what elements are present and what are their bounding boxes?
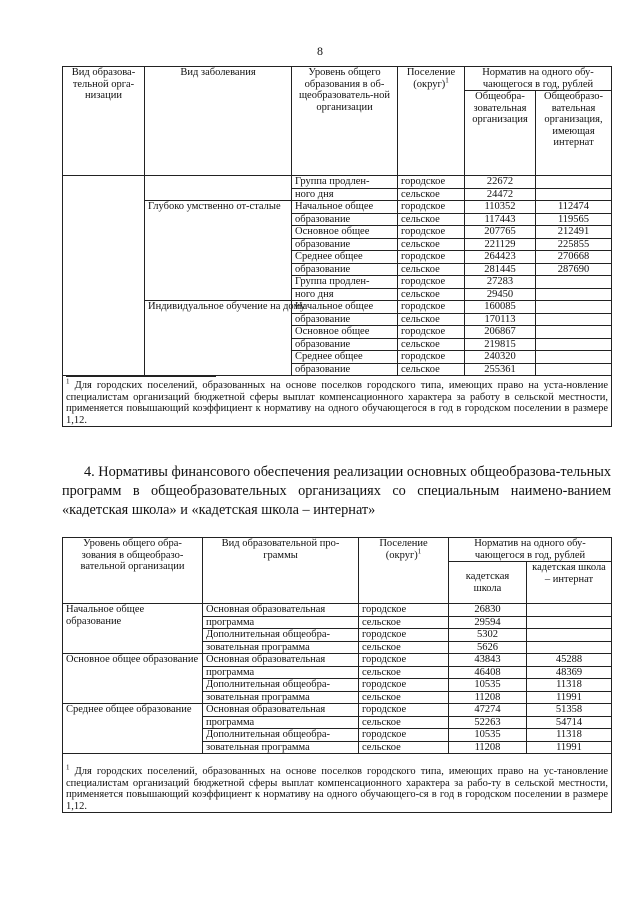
t2-value-boarding xyxy=(527,629,612,642)
t1-level: образование xyxy=(292,238,398,251)
t1-value: 170113 xyxy=(465,313,536,326)
t2-value-boarding: 54714 xyxy=(527,716,612,729)
t1-org-type-cell xyxy=(63,176,145,376)
t2-value: 29594 xyxy=(449,616,527,629)
t1-settlement: городское xyxy=(398,201,465,214)
t1-value: 219815 xyxy=(465,338,536,351)
t2-value-boarding: 45288 xyxy=(527,654,612,667)
table1-footnote-text: Для городских поселений, образованных на основе поселков городского типа, имеющих право на уста-новление специалистам организаций бюджетной сферы выплат компенсационного характера за работу в сельской местности, применяется повышающий коэффициент к нормативу на одного обучающегося в год в городском поселении в размере 1,12. xyxy=(66,380,609,426)
t1-level: Основное общее xyxy=(292,226,398,239)
t2-program: Основная образовательная xyxy=(203,654,359,667)
t1-value-boarding: 287690 xyxy=(536,263,612,276)
t2-value-boarding: 51358 xyxy=(527,704,612,717)
t2-settlement: городское xyxy=(359,704,449,717)
t1-level: Основное общее xyxy=(292,326,398,339)
t1-value: 221129 xyxy=(465,238,536,251)
t1-settlement: сельское xyxy=(398,363,465,376)
t1-value-boarding: 119565 xyxy=(536,213,612,226)
t2-value-boarding: 11318 xyxy=(527,729,612,742)
t1-level: Начальное общее xyxy=(292,301,398,314)
t1-level: образование xyxy=(292,313,398,326)
t1-disease-home-education: Индивидуальное обучение на дому xyxy=(145,301,292,376)
t2-value-boarding xyxy=(527,616,612,629)
t1-value: 206867 xyxy=(465,326,536,339)
t1-level: Группа продлен- xyxy=(292,176,398,189)
t2-value: 43843 xyxy=(449,654,527,667)
t2-settlement: сельское xyxy=(359,616,449,629)
table2-header-row xyxy=(63,538,612,562)
t1-level: образование xyxy=(292,263,398,276)
t2-value: 10535 xyxy=(449,729,527,742)
t2-value-boarding xyxy=(527,641,612,654)
t1-value-boarding xyxy=(536,363,612,376)
t2-value: 47274 xyxy=(449,704,527,717)
t1-value-boarding xyxy=(536,176,612,189)
footnote-marker: 1 xyxy=(66,377,70,386)
t2-value: 5302 xyxy=(449,629,527,642)
t1-value-boarding: 212491 xyxy=(536,226,612,239)
t1-level: ного дня xyxy=(292,188,398,201)
t1-value-boarding xyxy=(536,276,612,289)
t2-program: программа xyxy=(203,616,359,629)
footnote-marker: 1 xyxy=(445,76,449,84)
table-row xyxy=(63,704,612,717)
table2-footnote xyxy=(63,754,612,813)
t2-value-boarding: 48369 xyxy=(527,666,612,679)
table1-footnote-row xyxy=(63,376,612,427)
t1-disease-cell-empty xyxy=(145,176,292,201)
t1-header-norm: Норматив на одного обу-чающегося в год, рублей xyxy=(465,67,612,91)
t1-value: 110352 xyxy=(465,201,536,214)
footnote-marker: 1 xyxy=(66,763,70,772)
t2-value-boarding xyxy=(527,604,612,617)
t2-program: зовательная программа xyxy=(203,641,359,654)
t2-header-settlement xyxy=(359,538,449,604)
t1-value-boarding: 225855 xyxy=(536,238,612,251)
t1-header-disease: Вид заболевания xyxy=(145,67,292,176)
t2-header-settlement-text: Поселение (округ) xyxy=(379,538,428,561)
t1-header-settlement xyxy=(398,67,465,176)
t1-settlement: городское xyxy=(398,301,465,314)
t1-value-boarding: 112474 xyxy=(536,201,612,214)
t1-value: 264423 xyxy=(465,251,536,264)
t2-settlement: городское xyxy=(359,604,449,617)
t1-value: 281445 xyxy=(465,263,536,276)
t2-value: 46408 xyxy=(449,666,527,679)
norms-table-1 xyxy=(62,66,612,427)
t1-value: 27283 xyxy=(465,276,536,289)
t2-program: зовательная программа xyxy=(203,741,359,754)
t2-value: 11208 xyxy=(449,741,527,754)
table1-footnote xyxy=(63,376,612,427)
t2-settlement: городское xyxy=(359,654,449,667)
t1-value-boarding xyxy=(536,288,612,301)
t1-header-settlement-text: Поселение (округ) xyxy=(406,67,456,90)
t2-value: 11208 xyxy=(449,691,527,704)
t2-settlement: сельское xyxy=(359,666,449,679)
t2-settlement: городское xyxy=(359,679,449,692)
t1-settlement: сельское xyxy=(398,213,465,226)
t1-level: Среднее общее xyxy=(292,351,398,364)
t1-settlement: городское xyxy=(398,176,465,189)
t1-settlement: сельское xyxy=(398,338,465,351)
norms-table-2 xyxy=(62,537,612,813)
t1-settlement: сельское xyxy=(398,288,465,301)
t2-settlement: сельское xyxy=(359,691,449,704)
table-row xyxy=(63,201,612,214)
t2-level-primary: Начальное общее образование xyxy=(63,604,203,654)
page-number: 8 xyxy=(317,44,323,58)
t1-header-boarding-org: Общеобразо-вательная организация, имеющая интернат xyxy=(536,91,612,176)
table-row xyxy=(63,176,612,189)
t2-value-boarding: 11991 xyxy=(527,741,612,754)
t1-value-boarding xyxy=(536,338,612,351)
t1-settlement: городское xyxy=(398,251,465,264)
t2-level-secondary: Среднее общее образование xyxy=(63,704,203,754)
t1-value-boarding xyxy=(536,188,612,201)
t1-header-level: Уровень общего образования в об-щеобразователь-ной организации xyxy=(292,67,398,176)
t2-program: Дополнительная общеобра- xyxy=(203,729,359,742)
t1-settlement: сельское xyxy=(398,238,465,251)
t1-value-boarding xyxy=(536,326,612,339)
t1-value-boarding xyxy=(536,313,612,326)
table2-footnote-text: Для городских поселений, образованных на основе поселков городского типа, имеющих право на ус-тановление специалистам организаций бюджетной сферы выплат компенсационного характера за рабо-ту в сельской местности, применяется повышающий коэффициент к нормативу на одного обучающего-ся в год в городском поселении в размере 1,12. xyxy=(66,766,609,812)
t1-value: 207765 xyxy=(465,226,536,239)
t1-settlement: городское xyxy=(398,226,465,239)
t2-settlement: городское xyxy=(359,629,449,642)
t2-settlement: городское xyxy=(359,729,449,742)
t2-program: программа xyxy=(203,666,359,679)
t1-header-org-type: Вид образова-тельной орга-низации xyxy=(63,67,145,176)
t2-program: зовательная программа xyxy=(203,691,359,704)
t2-header-level: Уровень общего обра-зования в общеобразо-вательной организации xyxy=(63,538,203,604)
t1-settlement: сельское xyxy=(398,263,465,276)
t1-value: 255361 xyxy=(465,363,536,376)
section-heading: 4. Нормативы финансового обеспечения реализации основных общеобразова-тельных программ в общеобразовательных организациях со специальным наимено-ванием «кадетская школа» и «кадетская школа – интернат» xyxy=(62,464,612,518)
t2-value: 10535 xyxy=(449,679,527,692)
t2-header-norm: Норматив на одного обу-чающегося в год, рублей xyxy=(449,538,612,562)
t1-value: 240320 xyxy=(465,351,536,364)
table-row xyxy=(63,604,612,617)
t1-value-boarding: 270668 xyxy=(536,251,612,264)
t2-header-program: Вид образовательной про-граммы xyxy=(203,538,359,604)
t1-value: 160085 xyxy=(465,301,536,314)
t2-settlement: сельское xyxy=(359,741,449,754)
t2-value: 52263 xyxy=(449,716,527,729)
table-row xyxy=(63,654,612,667)
t1-level: Группа продлен- xyxy=(292,276,398,289)
t2-value: 26830 xyxy=(449,604,527,617)
t1-level: образование xyxy=(292,213,398,226)
t1-settlement: сельское xyxy=(398,188,465,201)
t2-value-boarding: 11991 xyxy=(527,691,612,704)
t1-value: 117443 xyxy=(465,213,536,226)
t2-header-cadet-boarding: кадетская школа – интернат xyxy=(527,562,612,604)
t1-level: Среднее общее xyxy=(292,251,398,264)
t1-level: Начальное общее xyxy=(292,201,398,214)
t1-level: образование xyxy=(292,338,398,351)
footnote-rule xyxy=(66,376,216,377)
table-row xyxy=(63,301,612,314)
t2-value: 5626 xyxy=(449,641,527,654)
t2-program: программа xyxy=(203,716,359,729)
t2-header-cadet-school: кадетская школа xyxy=(449,562,527,604)
t2-program: Основная образовательная xyxy=(203,604,359,617)
t1-settlement: городское xyxy=(398,351,465,364)
footnote-marker: 1 xyxy=(417,547,422,555)
t1-value: 22672 xyxy=(465,176,536,189)
t1-level: образование xyxy=(292,363,398,376)
t2-settlement: сельское xyxy=(359,716,449,729)
t1-settlement: сельское xyxy=(398,313,465,326)
t1-settlement: городское xyxy=(398,276,465,289)
t2-program: Дополнительная общеобра- xyxy=(203,629,359,642)
t2-program: Основная образовательная xyxy=(203,704,359,717)
t1-value: 24472 xyxy=(465,188,536,201)
t2-value-boarding: 11318 xyxy=(527,679,612,692)
t1-value-boarding xyxy=(536,301,612,314)
table2-footnote-row xyxy=(63,754,612,813)
t1-value: 29450 xyxy=(465,288,536,301)
t2-settlement: сельское xyxy=(359,641,449,654)
t1-value-boarding xyxy=(536,351,612,364)
t1-settlement: городское xyxy=(398,326,465,339)
t1-disease-deep-retarded: Глубоко умственно от-сталые xyxy=(145,201,292,301)
t1-level: ного дня xyxy=(292,288,398,301)
t1-header-general-org: Общеобра-зовательная организация xyxy=(465,91,536,176)
t2-level-basic: Основное общее образование xyxy=(63,654,203,704)
t2-program: Дополнительная общеобра- xyxy=(203,679,359,692)
table1-header-row xyxy=(63,67,612,91)
